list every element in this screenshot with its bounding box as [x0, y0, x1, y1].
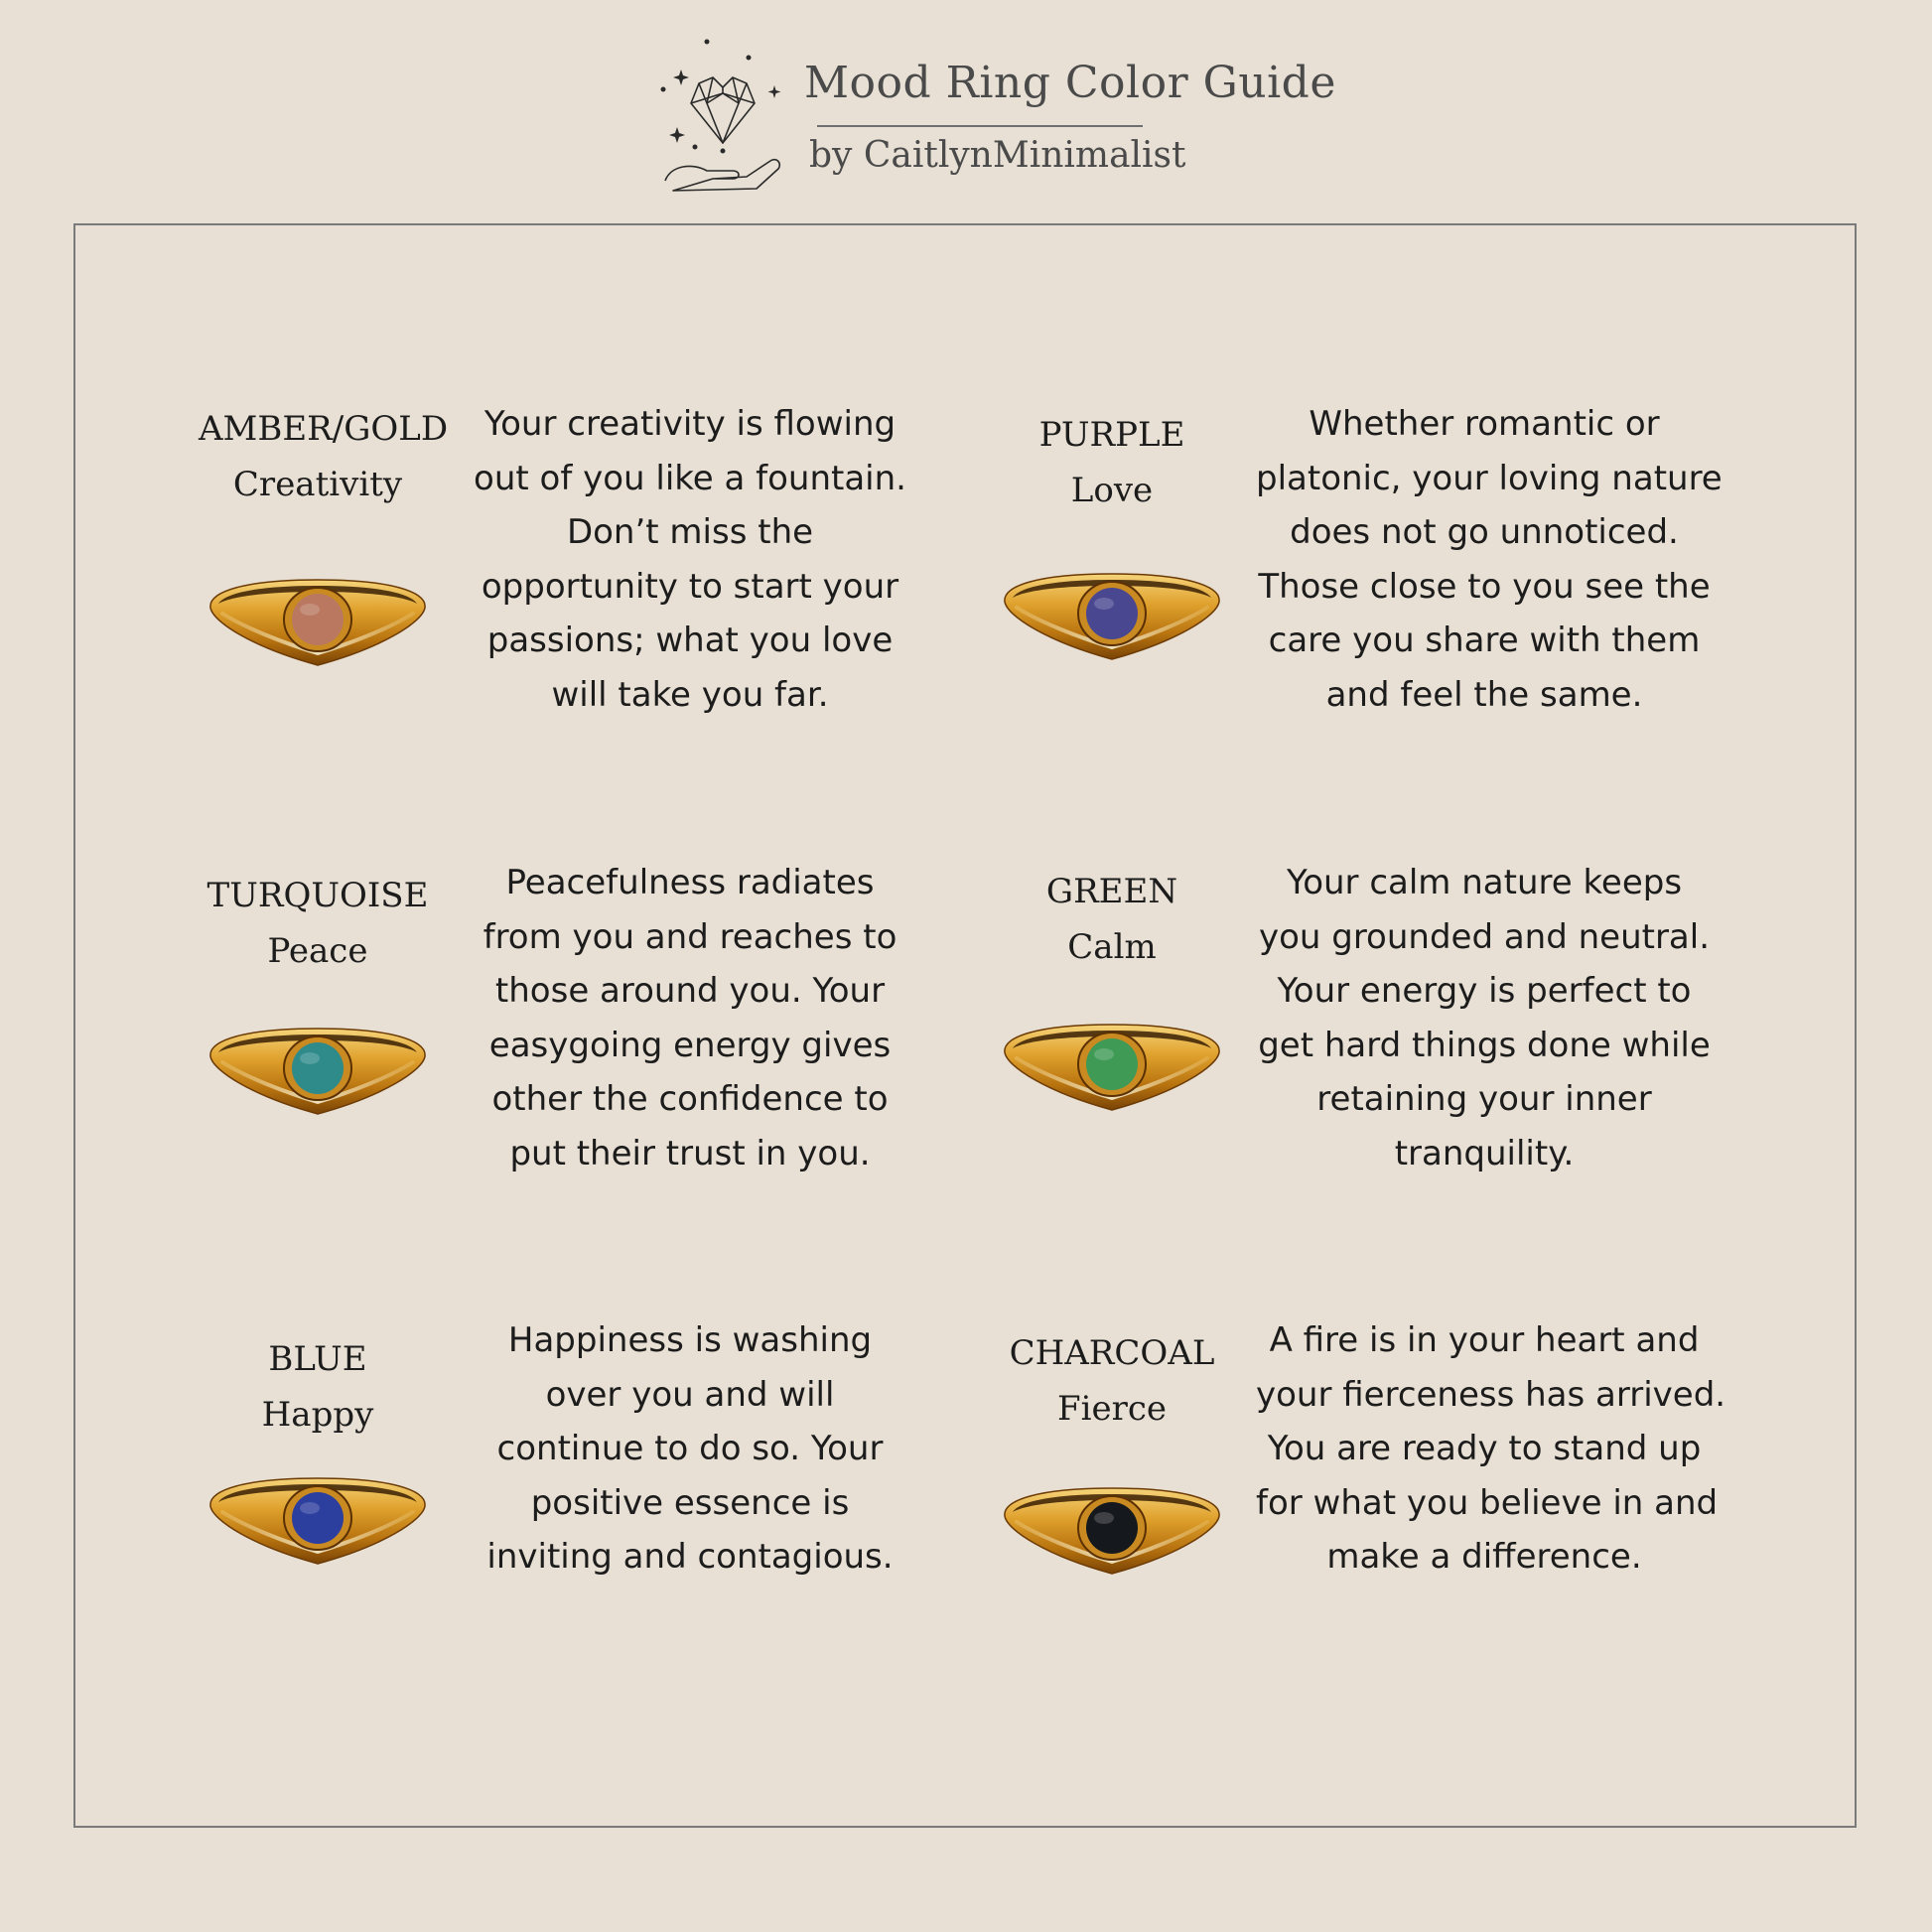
page-title: Mood Ring Color Guide	[804, 58, 1336, 108]
mood-label-block	[993, 407, 1231, 518]
title-divider	[817, 125, 1143, 127]
description-line: out of you like a fountain.	[474, 458, 906, 498]
mood-name: Calm	[1067, 927, 1157, 967]
stone-highlight	[1094, 1512, 1114, 1524]
description-line: Your energy is perfect to	[1277, 971, 1692, 1011]
description-line: A fire is in your heart and	[1269, 1320, 1700, 1360]
color-name: GREEN	[1045, 872, 1178, 911]
mood-entry	[199, 397, 993, 774]
mood-name: Love	[1070, 471, 1154, 510]
description-line: Your calm nature keeps	[1286, 863, 1683, 902]
stone-highlight	[300, 1052, 320, 1064]
mood-description	[462, 1313, 918, 1585]
mood-entry	[993, 1313, 1787, 1691]
mood-description	[462, 397, 918, 722]
description-line: Peacefulness radiates	[505, 863, 875, 902]
description-line: over you and will	[545, 1374, 835, 1415]
description-line: for what you believe in and	[1256, 1482, 1719, 1523]
color-name: BLUE	[268, 1339, 367, 1379]
description-line: Whether romantic or	[1309, 404, 1660, 444]
mood-name: Peace	[267, 931, 368, 971]
description-line: easygoing energy gives	[488, 1025, 892, 1065]
mood-stone	[292, 594, 344, 645]
mood-name: Creativity	[232, 465, 403, 504]
stone-highlight	[300, 604, 320, 616]
stone-highlight	[300, 1502, 320, 1514]
mood-label-block	[993, 864, 1231, 975]
mood-entry	[199, 856, 993, 1233]
mood-stone	[292, 1042, 344, 1094]
description-line: and feel the same.	[1325, 674, 1643, 715]
mood-label-block	[199, 401, 449, 512]
description-line: you grounded and neutral.	[1258, 916, 1711, 957]
mood-ring-image	[205, 1023, 431, 1122]
color-name: AMBER/GOLD	[199, 409, 449, 449]
description-line: does not go unnoticed.	[1290, 512, 1679, 552]
description-line: positive essence is	[530, 1482, 850, 1523]
description-line: opportunity to start your	[481, 566, 899, 607]
description-line: inviting and contagious.	[486, 1537, 894, 1577]
description-line: tranquility.	[1394, 1133, 1575, 1173]
description-line: passions; what you love	[486, 621, 894, 660]
mood-ring-image	[999, 568, 1225, 667]
mood-stone	[1086, 1502, 1138, 1554]
page-subtitle: by CaitlynMinimalist	[809, 135, 1186, 176]
description-line: Don’t miss the	[566, 512, 814, 552]
mood-description	[1256, 1313, 1726, 1585]
description-line: those around you. Your	[494, 971, 886, 1011]
mood-label-block	[993, 1325, 1231, 1437]
description-line: platonic, your loving nature	[1256, 458, 1723, 498]
mood-ring-image	[999, 1482, 1225, 1582]
mood-description	[462, 856, 918, 1180]
mood-stone	[292, 1492, 344, 1544]
heart-hand-stars-icon	[653, 32, 792, 201]
description-line: make a difference.	[1326, 1537, 1642, 1577]
description-line: You are ready to stand up	[1267, 1429, 1702, 1468]
description-line: put their trust in you.	[509, 1133, 871, 1173]
header	[0, 0, 1932, 208]
mood-ring-image	[999, 1019, 1225, 1118]
description-line: Your creativity is flowing	[483, 404, 897, 444]
mood-ring-image	[205, 1472, 431, 1572]
mood-stone	[1086, 588, 1138, 639]
description-line: care you share with them	[1268, 621, 1701, 660]
description-line: continue to do so. Your	[496, 1429, 884, 1468]
description-line: get hard things done while	[1258, 1025, 1711, 1065]
mood-ring-image	[205, 574, 431, 673]
description-line: Those close to you see the	[1258, 566, 1711, 607]
mood-description	[1256, 397, 1723, 722]
stone-highlight	[1094, 1048, 1114, 1060]
description-line: from you and reaches to	[483, 916, 897, 957]
mood-label-block	[199, 1331, 437, 1443]
mood-stone	[1086, 1038, 1138, 1090]
mood-description	[1256, 856, 1713, 1180]
mood-entry	[199, 1313, 993, 1691]
description-line: your fierceness has arrived.	[1256, 1374, 1726, 1415]
mood-name: Happy	[261, 1395, 374, 1435]
description-line: Happiness is washing	[507, 1320, 873, 1360]
color-name: TURQUOISE	[207, 876, 429, 915]
mood-name: Fierce	[1056, 1389, 1167, 1429]
color-name: PURPLE	[1038, 415, 1185, 455]
description-line: retaining your inner	[1316, 1079, 1652, 1119]
stone-highlight	[1094, 598, 1114, 610]
description-line: will take you far.	[551, 674, 829, 715]
mood-label-block	[199, 868, 437, 979]
description-line: other the confidence to	[491, 1079, 889, 1119]
color-name: CHARCOAL	[1009, 1333, 1215, 1373]
mood-entry	[993, 856, 1787, 1233]
mood-entry	[993, 397, 1787, 774]
